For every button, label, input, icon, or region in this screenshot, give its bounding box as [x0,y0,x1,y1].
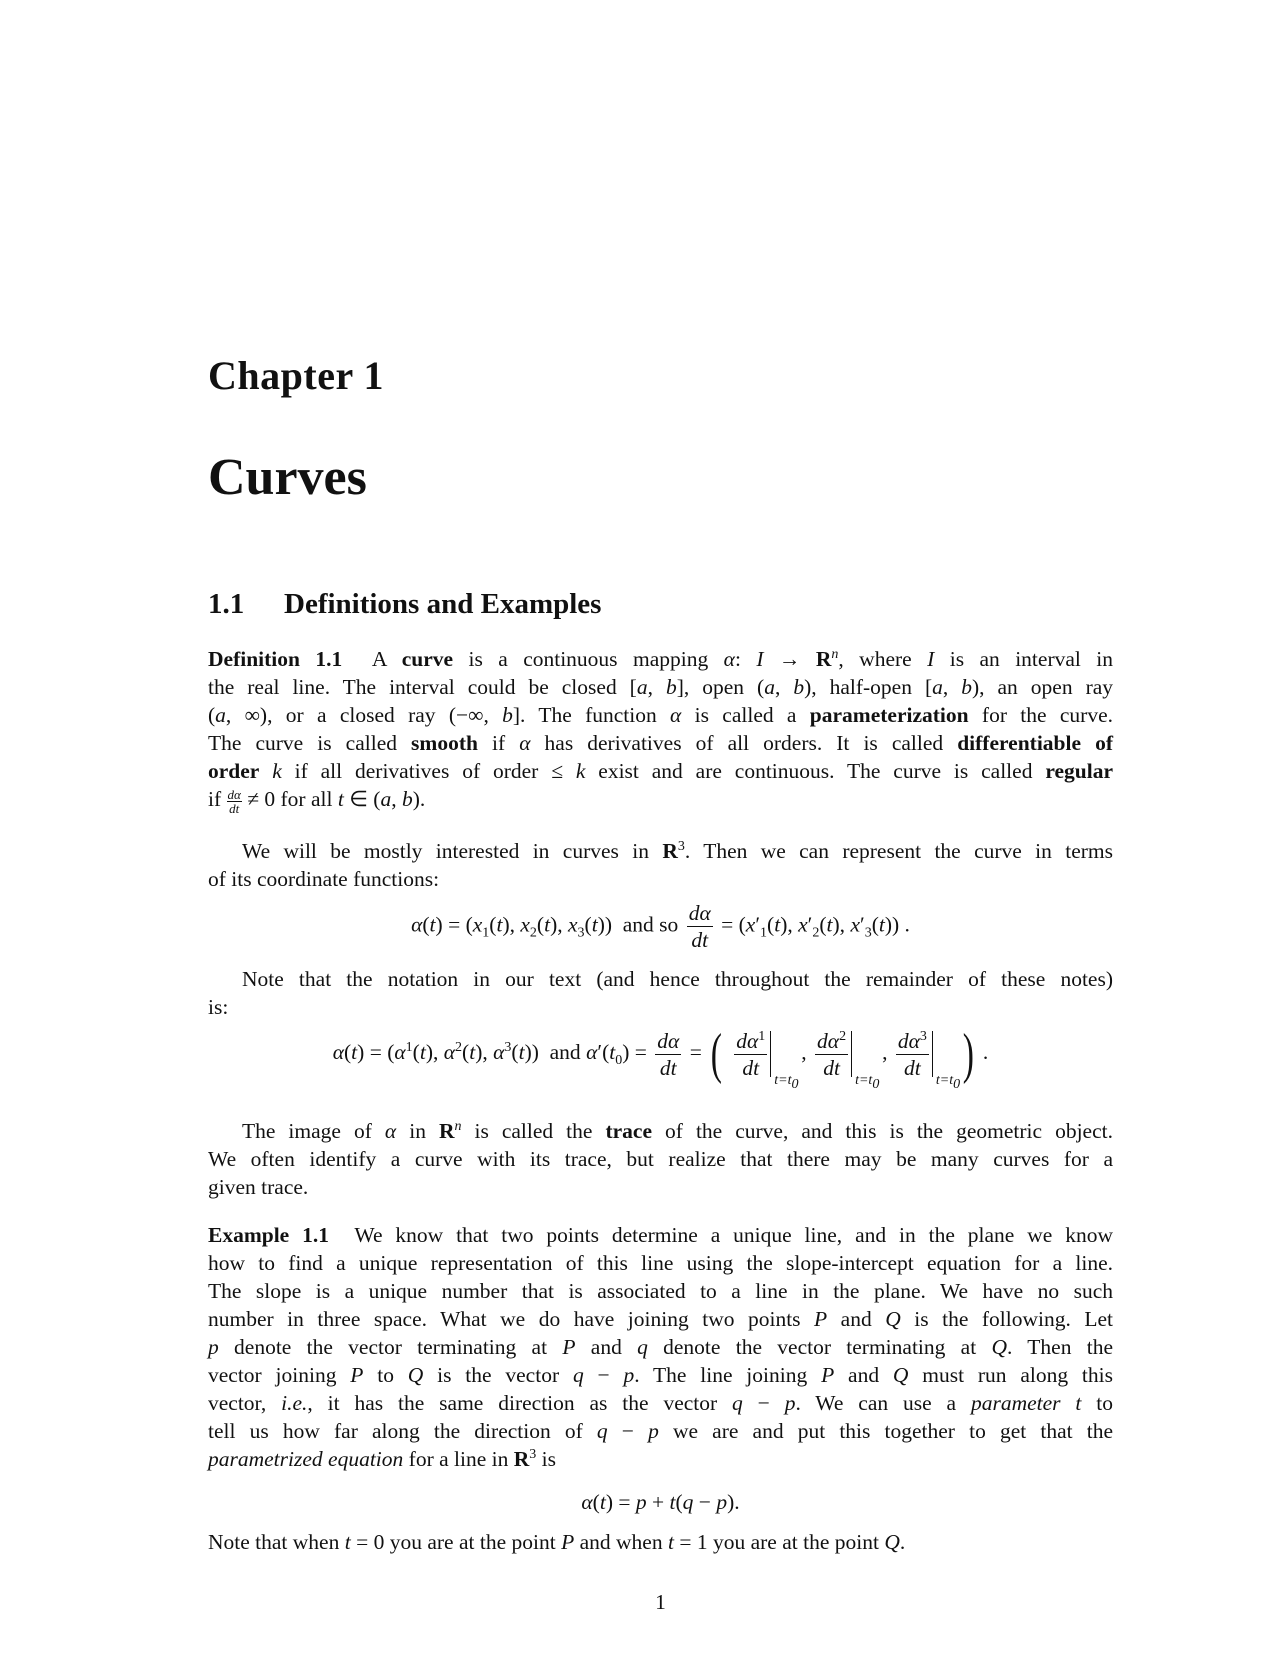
example-label: Example 1.1 [208,1223,329,1247]
chapter-title: Curves [208,449,367,506]
section-heading [208,588,601,621]
paragraph-coordinates: We will be mostly interested in curves in $R^3$. Then we can represent the curve in terms of its coordinate functions: [208,838,1114,891]
section-number: 1.1 [208,588,245,620]
definition-block: Definition 1.1 A curve is a continuous mapping α: $I \to R^n$, where I is an interval in the real line. The interval could be closed [a, b], open (a, b), half-open [a, b), an open ray (a, ∞), or a closed ray (−∞, b]. The function α is called a parameterization for the curve. The curve is called smooth if α has derivatives of all orders. It is called differentiable of order k if all derivatives of order ≤ k exist and are continuous. The curve is called regular if $\frac{d\alpha}{dt}$ ≠ 0 for all t ∈ (a, b). [208,646,1114,816]
example-block: Example 1.1 We know that two points determine a unique line, and in the plane we know how to find a unique representation of this line using the slope-intercept equation for a line. The slope is a unique number that is associated to a line in the plane. We have no such number in three space. What we do have joining two points P and Q is the following. Let p denote the vector terminating at P and q denote the vector terminating at Q. Then the vector joining P to Q is the vector q − p. The line joining P and Q must run along this vector, i.e., it has the same direction as the vector q − p. We can use a parameter t to tell us how far along the direction of q − p we are and put this together to get that the parametrized equation for a line in $R^3$ is [208,1223,1114,1471]
paragraph-closing: Note that when t = 0 you are at the point P and when t = 1 you are at the point Q. [208,1530,906,1554]
equation-coordinate-functions: $\alpha(t) = (x_1(t)$, $x_2(t)$, $x_3(t)$) and so $\frac{d\alpha}{dt}$ = ($x'_1(t)$, $x'_2(t)$, $x'_3(t)$) . [411,901,910,952]
definition-label: Definition 1.1 [208,647,343,671]
paragraph-notation: Note that the notation in our text (and hence throughout the remainder of these notes) is: [208,967,1113,1019]
paragraph-trace: The image of α in $R^n$ is called the trace of the curve, and this is the geometric object. We often identify a curve with its trace, but realize that there may be many curves for a given trace. [208,1118,1113,1199]
section-title: Definitions and Examples [284,588,602,620]
equation-line: α(t) = p + t(q − p). [581,1490,740,1514]
chapter-label: Chapter 1 [208,353,384,398]
page-number: 1 [655,1590,666,1614]
equation-notation: $\alpha(t) = (\alpha^1(t)$, $\alpha^2(t)$, $\alpha^3(t)$) and $\alpha'(t_0)$ = $\frac{d\alpha}{dt}$ = ( $\frac{d\alpha^1}{dt}$ $t=t_0$ , $\frac{d\alpha^2}{dt}$ $t=t_0$ , $\frac{d\alpha^3}{dt}$ $t=t_0$ ) . [332,1023,989,1092]
